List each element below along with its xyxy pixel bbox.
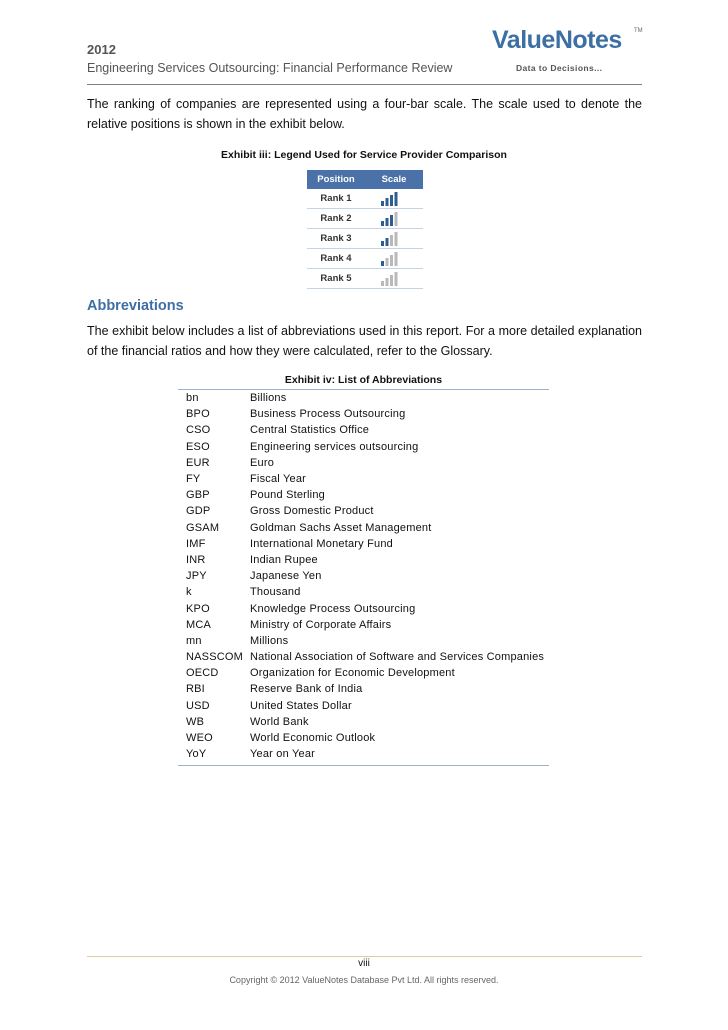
abbreviation-code: EUR <box>186 456 210 469</box>
legend-rank-label: Rank 3 <box>307 229 365 249</box>
abbreviation-code: USD <box>186 699 210 712</box>
abbreviation-meaning: World Economic Outlook <box>250 732 376 745</box>
abbreviation-row <box>178 406 549 422</box>
abbreviations-heading: Abbreviations <box>87 298 184 314</box>
logo-tagline: Data to Decisions... <box>516 63 603 73</box>
filled-bar <box>381 221 384 226</box>
legend-row <box>307 229 423 249</box>
abbreviation-row <box>178 681 549 697</box>
empty-bar <box>381 281 384 286</box>
abbreviation-code: YoY <box>186 748 207 761</box>
abbreviation-meaning: Gross Domestic Product <box>250 505 374 518</box>
abbreviation-row <box>178 698 549 714</box>
filled-bar <box>390 195 393 206</box>
abbreviation-meaning: Year on Year <box>250 748 316 761</box>
abbreviation-code: CSO <box>186 424 211 437</box>
abbreviation-code: WEO <box>186 732 213 745</box>
empty-bar <box>390 275 393 286</box>
abbreviation-row <box>178 633 549 649</box>
abbreviation-row <box>178 714 549 730</box>
abbreviation-meaning: Reserve Bank of India <box>250 683 363 696</box>
filled-bar <box>381 261 384 266</box>
abbreviation-code: KPO <box>186 602 210 615</box>
abbreviation-code: FY <box>186 473 201 486</box>
abbreviation-row <box>178 665 549 681</box>
exhibit-iv-caption: Exhibit iv: List of Abbreviations <box>284 374 443 386</box>
valuenotes-logo <box>492 26 643 78</box>
abbreviation-code: GSAM <box>186 521 220 534</box>
legend-scale-cell <box>365 229 423 249</box>
header-divider <box>87 84 642 85</box>
filled-bar <box>395 192 398 206</box>
abbreviation-code: IMF <box>186 537 206 550</box>
abbreviation-code: JPY <box>186 570 207 583</box>
signal-bars-icon <box>381 192 399 206</box>
abbreviation-meaning: Ministry of Corporate Affairs <box>250 618 392 631</box>
abbreviation-row <box>178 730 549 746</box>
abbreviation-meaning: Billions <box>250 392 287 405</box>
signal-bars-icon <box>381 272 399 286</box>
empty-bar <box>395 272 398 286</box>
legend-scale-cell <box>365 209 423 229</box>
abbreviation-row <box>178 390 549 406</box>
legend-scale-cell <box>365 269 423 289</box>
abbreviation-meaning: Central Statistics Office <box>250 424 370 437</box>
signal-bars-icon <box>381 232 399 246</box>
abbreviation-code: RBI <box>186 683 205 696</box>
copyright-notice: Copyright © 2012 ValueNotes Database Pvt Ltd. All rights reserved. <box>229 975 499 985</box>
abbreviation-row <box>178 600 549 616</box>
abbreviation-row <box>178 746 549 762</box>
legend-scale-cell <box>365 249 423 269</box>
abbreviation-code: WB <box>186 715 205 728</box>
intro-paragraph: The ranking of companies are represented using a four-bar scale. The scale used to denote the relative positions is shown in the exhibit below. <box>87 97 642 131</box>
empty-bar <box>395 212 398 226</box>
abbreviation-row <box>178 617 549 633</box>
abbreviation-code: k <box>186 586 192 599</box>
abbreviation-row <box>178 520 549 536</box>
abbreviation-code: mn <box>186 634 202 647</box>
legend-rank-label: Rank 4 <box>307 249 365 269</box>
empty-bar <box>390 255 393 266</box>
abbreviation-meaning: World Bank <box>250 715 309 728</box>
abbreviation-meaning: Pound Sterling <box>250 489 325 502</box>
abbreviation-meaning: Goldman Sachs Asset Management <box>250 521 432 534</box>
empty-bar <box>395 252 398 266</box>
abbreviation-meaning: Thousand <box>250 586 301 599</box>
abbreviation-code: ESO <box>186 440 210 453</box>
page-header <box>87 42 452 76</box>
abbreviation-code: GBP <box>186 489 210 502</box>
abbreviation-code: BPO <box>186 408 210 421</box>
filled-bar <box>386 198 389 206</box>
legend-rank-label: Rank 1 <box>307 189 365 209</box>
abbreviation-meaning: National Association of Software and Services Companies <box>250 651 545 664</box>
legend-rank-label: Rank 5 <box>307 269 365 289</box>
abbreviation-meaning: International Monetary Fund <box>250 537 393 550</box>
legend-header-scale: Scale <box>365 170 423 189</box>
abbreviation-code: NASSCOM <box>186 651 244 664</box>
legend-header-position: Position <box>307 170 365 189</box>
legend-scale-cell <box>365 189 423 209</box>
abbreviation-code: bn <box>186 392 199 405</box>
footer-divider <box>87 956 642 957</box>
legend-row <box>307 249 423 269</box>
abbreviation-row <box>178 536 549 552</box>
abbreviation-row <box>178 471 549 487</box>
empty-bar <box>386 278 389 286</box>
filled-bar <box>381 201 384 206</box>
logo-name: ValueNotes <box>492 26 622 54</box>
page-number: viii <box>358 958 370 969</box>
abbreviation-meaning: Euro <box>250 456 275 469</box>
signal-bars-icon <box>381 252 399 266</box>
abbreviation-meaning: Engineering services outsourcing <box>250 440 419 453</box>
abbreviation-meaning: Millions <box>250 634 289 647</box>
abbreviation-row <box>178 568 549 584</box>
filled-bar <box>381 241 384 246</box>
abbreviation-code: INR <box>186 553 206 566</box>
abbreviation-row <box>178 649 549 665</box>
abbreviation-meaning: Organization for Economic Development <box>250 667 455 680</box>
exhibit-iii-caption: Exhibit iii: Legend Used for Service Provider Comparison <box>221 149 507 161</box>
logo-trademark: TM <box>634 28 643 34</box>
rank-legend-table <box>307 170 423 289</box>
abbreviation-row <box>178 503 549 519</box>
abbreviation-row <box>178 584 549 600</box>
legend-rank-label: Rank 2 <box>307 209 365 229</box>
header-report-title: Engineering Services Outsourcing: Financial Performance Review <box>87 61 453 75</box>
abbreviations-intro: The exhibit below includes a list of abbreviations used in this report. For a more detailed explanation of the financial ratios and how they were calculated, refer to the Glossary. <box>87 324 642 358</box>
legend-row <box>307 189 423 209</box>
abbreviation-row <box>178 487 549 503</box>
filled-bar <box>390 215 393 226</box>
abbreviation-meaning: Business Process Outsourcing <box>250 408 406 421</box>
abbreviation-meaning: Knowledge Process Outsourcing <box>250 602 416 615</box>
abbreviations-bottom-rule <box>178 765 549 766</box>
abbreviations-table <box>178 390 549 762</box>
legend-row <box>307 209 423 229</box>
abbreviation-meaning: Japanese Yen <box>250 570 322 583</box>
abbreviation-row <box>178 439 549 455</box>
abbreviation-meaning: Indian Rupee <box>250 553 318 566</box>
abbreviation-row <box>178 552 549 568</box>
legend-row <box>307 269 423 289</box>
empty-bar <box>386 258 389 266</box>
abbreviation-code: GDP <box>186 505 211 518</box>
abbreviation-row <box>178 455 549 471</box>
abbreviation-code: MCA <box>186 618 212 631</box>
filled-bar <box>386 218 389 226</box>
empty-bar <box>390 235 393 246</box>
abbreviation-code: OECD <box>186 667 219 680</box>
abbreviation-meaning: Fiscal Year <box>250 473 307 486</box>
empty-bar <box>395 232 398 246</box>
abbreviation-meaning: United States Dollar <box>250 699 352 712</box>
signal-bars-icon <box>381 212 399 226</box>
header-year: 2012 <box>87 42 116 57</box>
abbreviation-row <box>178 422 549 438</box>
filled-bar <box>386 238 389 246</box>
